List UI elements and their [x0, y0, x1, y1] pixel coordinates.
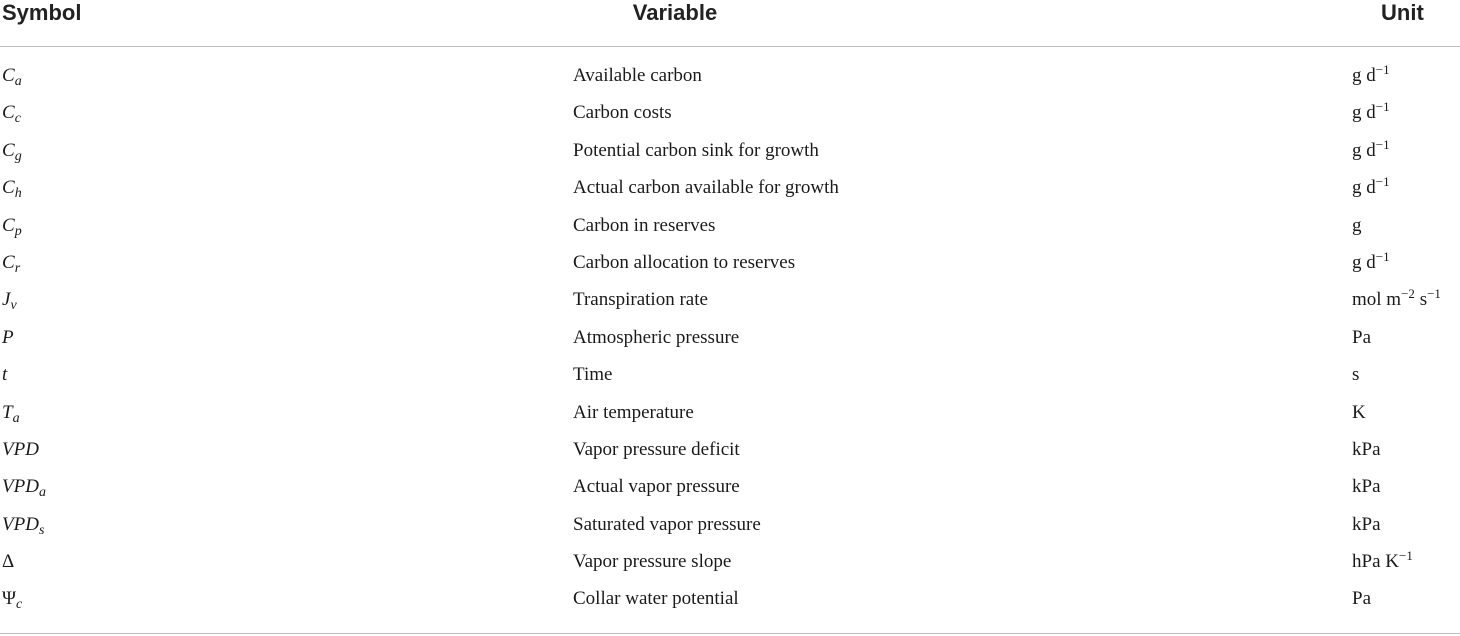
variable-cell: Actual vapor pressure [573, 476, 740, 498]
variable-cell: Carbon in reserves [573, 214, 716, 236]
table-row [0, 545, 1460, 582]
variable-cell: Vapor pressure deficit [573, 438, 740, 460]
table-row [0, 470, 1460, 507]
table-row [0, 59, 1460, 96]
unit-cell: g $d^{-1}$ [1352, 248, 1390, 273]
unit-cell: Pa [1352, 588, 1371, 610]
variable-cell: Carbon allocation to reserves [573, 251, 796, 273]
variable-cell: Transpiration rate [573, 289, 708, 311]
unit-cell: K [1352, 401, 1366, 423]
variable-cell: Time [573, 364, 613, 386]
table-row [0, 246, 1460, 283]
table-row [0, 171, 1460, 208]
unit-cell: g $d^{-1}$ [1352, 62, 1390, 86]
header-unit: Unit [1381, 0, 1424, 25]
table-row [0, 134, 1460, 171]
symbol-cell: $C_a$ [2, 65, 22, 89]
symbol-cell: P [2, 326, 14, 348]
symbol-cell: t [2, 364, 8, 386]
table-row [0, 433, 1460, 470]
variable-cell: Saturated vapor pressure [573, 513, 761, 535]
table-row [0, 396, 1460, 433]
variable-cell: Carbon costs [573, 102, 672, 124]
symbol-cell: $VPD_a$ [2, 476, 46, 501]
unit-cell: kPa [1352, 513, 1381, 535]
symbol-cell: Δ [2, 551, 15, 573]
symbol-cell: $T_a$ [2, 401, 20, 426]
table-row [0, 508, 1460, 545]
unit-cell: hPa $K^{-1}$ [1352, 548, 1413, 573]
variable-cell: Vapor pressure slope [573, 551, 732, 573]
unit-cell: kPa [1352, 476, 1381, 498]
variable-cell: Actual carbon available for growth [573, 177, 839, 199]
unit-cell: kPa [1352, 438, 1381, 460]
table-row [0, 321, 1460, 358]
variable-cell: Atmospheric pressure [573, 326, 740, 348]
table-row [0, 582, 1460, 619]
variable-cell: Available carbon [573, 65, 702, 86]
symbol-cell: $C_h$ [2, 177, 22, 202]
symbol-cell: $J_v$ [2, 289, 17, 314]
unit-cell: mol $m^{-2}$ $s^{-1}$ [1352, 286, 1441, 311]
symbol-cell: $C_c$ [2, 102, 21, 127]
symbol-cell: $\Psi_c$ [2, 588, 23, 613]
table-body [0, 47, 1460, 620]
variable-cell: Potential carbon sink for growth [573, 139, 819, 161]
symbol-cell: $C_r$ [2, 251, 21, 276]
unit-cell: g [1352, 214, 1362, 236]
variable-cell: Air temperature [573, 401, 694, 423]
table-row [0, 209, 1460, 246]
symbol-cell: $C_g$ [2, 139, 22, 164]
table-row [0, 283, 1460, 320]
table-header [0, 0, 1460, 47]
header-symbol: Symbol [2, 0, 82, 25]
unit-cell: Pa [1352, 326, 1371, 348]
unit-cell: g $d^{-1}$ [1352, 136, 1390, 161]
symbol-cell: $VPD_s$ [2, 513, 45, 538]
table-bottom-rule [0, 633, 1460, 634]
symbol-cell: VPD [2, 438, 39, 460]
table-row [0, 96, 1460, 133]
header-variable: Variable [632, 0, 718, 25]
table-row [0, 358, 1460, 395]
unit-cell: g $d^{-1}$ [1352, 174, 1390, 199]
variable-cell: Collar water potential [573, 588, 739, 610]
unit-cell: s [1352, 364, 1360, 386]
unit-cell: g $d^{-1}$ [1352, 99, 1390, 124]
symbol-cell: $C_p$ [2, 214, 22, 239]
